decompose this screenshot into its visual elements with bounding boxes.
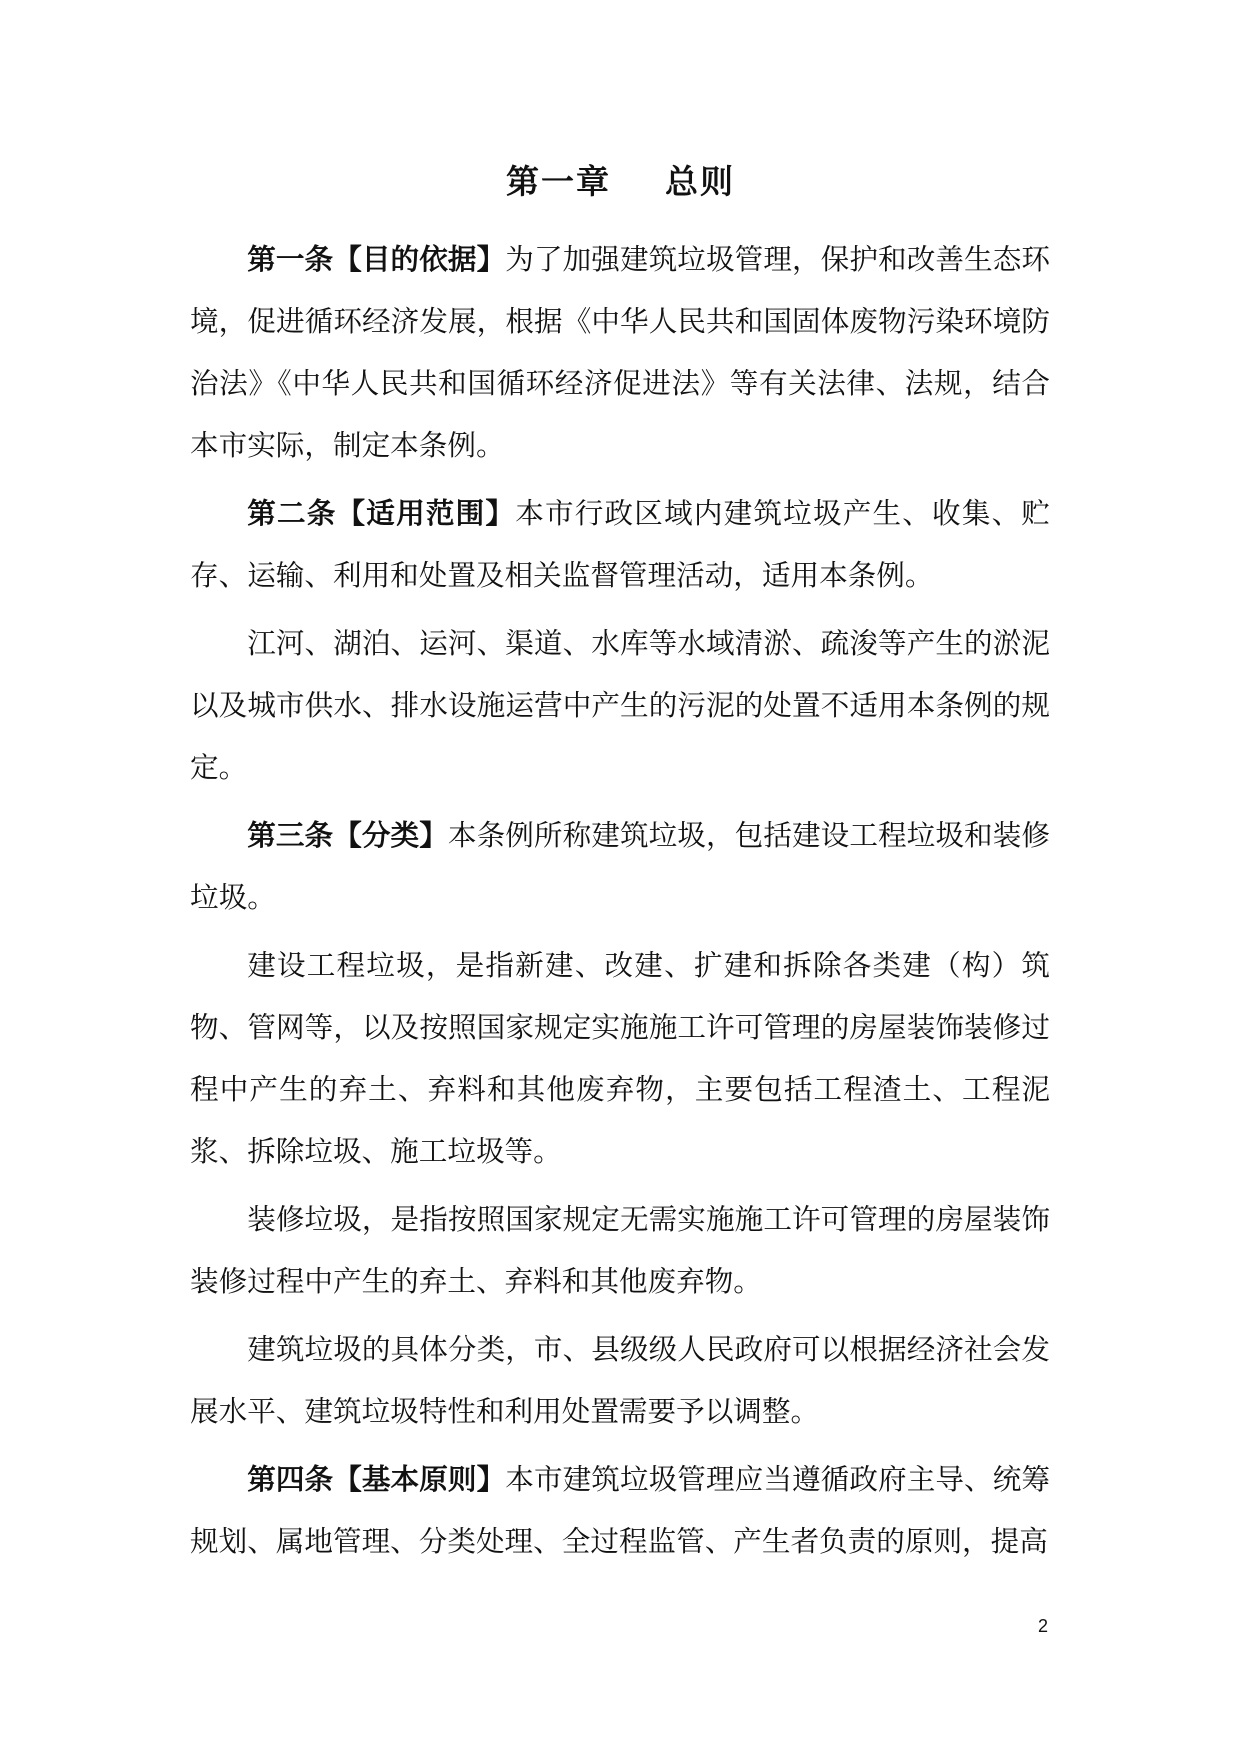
article-text: 为了加强建筑垃圾管理，保护和改善生态环境，促进循环经济发展，根据《中华人民共和国固体废物污染环境防治法》《中华人民共和国循环经济促进法》等有关法律、法规，结合本市实际，制定本条例。: [190, 242, 1050, 462]
article-3: [190, 804, 1050, 928]
article-heading: 第四条【基本原则】: [247, 1462, 506, 1496]
article-text: 本条例所称建筑垃圾，包括建设工程垃圾和装修垃圾。: [190, 818, 1050, 914]
chapter-title: 第一章 总则: [506, 162, 735, 201]
body-text: [190, 228, 1050, 1572]
paragraph-text: 江河、湖泊、运河、渠道、水库等水域清淤、疏浚等产生的淤泥以及城市供水、排水设施运营中产生的污泥的处置不适用本条例的规定。: [190, 626, 1050, 784]
paragraph: [190, 612, 1050, 798]
paragraph-text: 装修垃圾，是指按照国家规定无需实施施工许可管理的房屋装饰装修过程中产生的弃土、弃料和其他废弃物。: [190, 1202, 1050, 1298]
article-text: 本市建筑垃圾管理应当遵循政府主导、统筹规划、属地管理、分类处理、全过程监管、产生者负责的原则，提高: [190, 1462, 1050, 1558]
article-1: [190, 228, 1050, 476]
article-heading: 第三条【分类】: [247, 818, 448, 852]
article-4: [190, 1448, 1050, 1572]
paragraph-text: 建设工程垃圾，是指新建、改建、扩建和拆除各类建（构）筑物、管网等，以及按照国家规定实施施工许可管理的房屋装饰装修过程中产生的弃土、弃料和其他废弃物，主要包括工程渣土、工程泥浆、拆除垃圾、施工垃圾等。: [190, 948, 1050, 1168]
paragraph-text: 建筑垃圾的具体分类，市、县级级人民政府可以根据经济社会发展水平、建筑垃圾特性和利用处置需要予以调整。: [190, 1332, 1050, 1428]
article-heading: 第二条【适用范围】: [247, 496, 516, 530]
article-heading: 第一条【目的依据】: [247, 242, 506, 276]
article-2: [190, 482, 1050, 606]
paragraph: [190, 1188, 1050, 1312]
paragraph: [190, 934, 1050, 1182]
article-text: 本市行政区域内建筑垃圾产生、收集、贮存、运输、利用和处置及相关监督管理活动，适用本条例。: [190, 496, 1050, 592]
paragraph: [190, 1318, 1050, 1442]
page-number: 2: [1037, 1616, 1048, 1636]
